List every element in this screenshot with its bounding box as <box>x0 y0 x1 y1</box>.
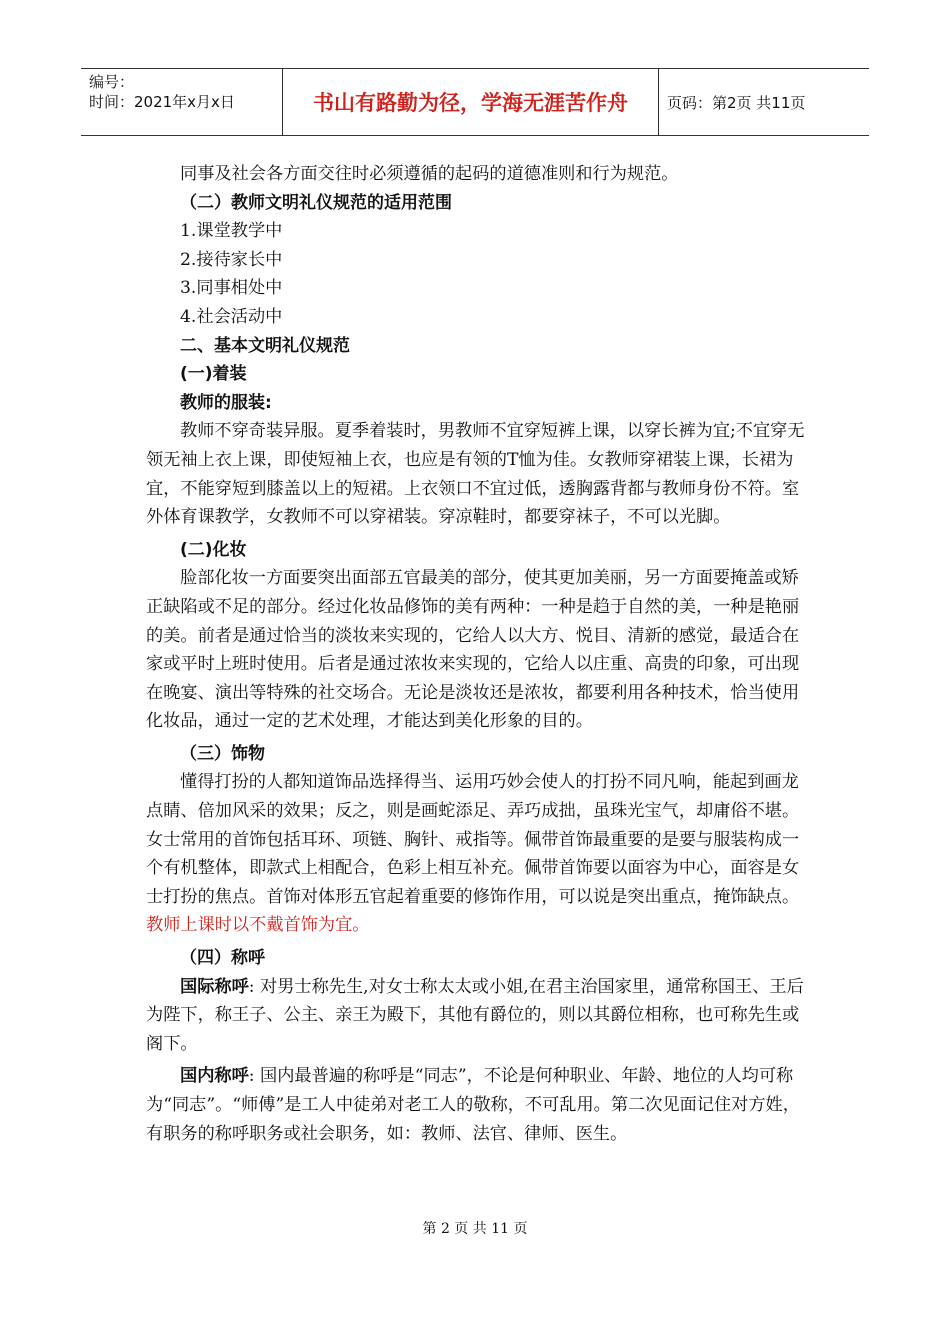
domestic-address-label: 国内称呼 <box>180 1066 249 1087</box>
header-page-info: 页码：第2页 共11页 <box>667 93 806 112</box>
intl-address-label: 国际称呼 <box>180 976 249 997</box>
heading-teacher-dress: 教师的服装: <box>180 392 272 413</box>
paragraph-accessories <box>146 768 806 940</box>
heading-basic-etiquette: 二、基本文明礼仪规范 <box>180 335 350 356</box>
header-motto: 书山有路勤为径，学海无涯苦作舟 <box>283 69 659 135</box>
document-date-label: 时间：2021年x月x日 <box>89 93 235 111</box>
accessories-text: 懂得打扮的人都知道饰品选择得当、运用巧妙会使人的打扮不同凡响，能起到画龙点睛、倍加风采的效果；反之，则是画蛇添足、弄巧成拙，虽珠光宝气，却庸俗不堪。女士常用的首饰包括耳环、项链、胸针、戒指等。佩带首饰最重要的是要与服装构成一个有机整体，即款式上相配合，色彩上相互补充。佩带首饰要以面容为中心，面容是女士打扮的焦点。首饰对体形五官起着重要的修饰作用，可以说是突出重点，掩饰缺点。 <box>146 772 800 907</box>
heading-makeup: (二)化妆 <box>180 539 247 560</box>
document-body <box>146 160 806 1148</box>
paragraph-continued: 同事及社会各方面交往时必须遵循的起码的道德准则和行为规范。 <box>180 164 679 184</box>
paragraph-intl-address <box>146 973 806 1059</box>
heading-dress: (一)着装 <box>180 364 247 385</box>
heading-address: （四）称呼 <box>180 948 265 969</box>
scope-item-4: 4.社会活动中 <box>180 306 283 327</box>
heading-accessories: （三）饰物 <box>180 743 265 764</box>
paragraph-dress: 教师不穿奇装异服。夏季着装时，男教师不宜穿短裤上课，以穿长裤为宜;不宜穿无领无袖上衣上课，即使短袖上衣，也应是有领的T恤为佳。女教师穿裙装上课，长裙为宜，不能穿短到膝盖以上的短裙。上衣领口不宜过低，透胸露背都与教师身份不符。室外体育课教学，女教师不可以穿裙装。穿凉鞋时，都要穿袜子，不可以光脚。 <box>146 421 805 528</box>
accessories-highlight: 教师上课时以不戴首饰为宜。 <box>146 915 370 936</box>
scope-item-2: 2.接待家长中 <box>180 249 283 270</box>
paragraph-domestic-address <box>146 1062 806 1148</box>
document-number-label: 编号： <box>89 73 135 91</box>
header-meta-cell <box>81 69 283 135</box>
scope-item-3: 3.同事相处中 <box>180 278 283 299</box>
paragraph-makeup: 脸部化妆一方面要突出面部五官最美的部分，使其更加美丽，另一方面要掩盖或矫正缺陷或不足的部分。经过化妆品修饰的美有两种：一种是趋于自然的美，一种是艳丽的美。前者是通过恰当的淡妆来实现的，它给人以大方、悦目、清新的感觉，最适合在家或平时上班时使用。后者是通过浓妆来实现的，它给人以庄重、高贵的印象，可出现在晚宴、演出等特殊的社交场合。无论是淡妆还是浓妆，都要利用各种技术，恰当使用化妆品，通过一定的艺术处理，才能达到美化形象的目的。 <box>146 568 800 732</box>
scope-item-1: 1.课堂教学中 <box>180 221 283 242</box>
header-table <box>81 68 869 136</box>
page-footer: 第 2 页 共 11 页 <box>422 1221 528 1237</box>
domestic-address-text: : 国内最普遍的称呼是“同志”，不论是何种职业、年龄、地位的人均可称为“同志”。“师傅”是工人中徒弟对老工人的敬称，不可乱用。第二次见面记住对方姓，有职务的称呼职务或社会职务，如：教师、法官、律师、医生。 <box>146 1066 800 1144</box>
heading-scope: （二）教师文明礼仪规范的适用范围 <box>180 192 452 213</box>
intl-address-text: : 对男士称先生,对女士称太太或小姐,在君主治国家里，通常称国王、王后为陛下，称王子、公主、亲王为殿下，其他有爵位的，则以其爵位相称，也可称先生或阁下。 <box>146 976 804 1054</box>
